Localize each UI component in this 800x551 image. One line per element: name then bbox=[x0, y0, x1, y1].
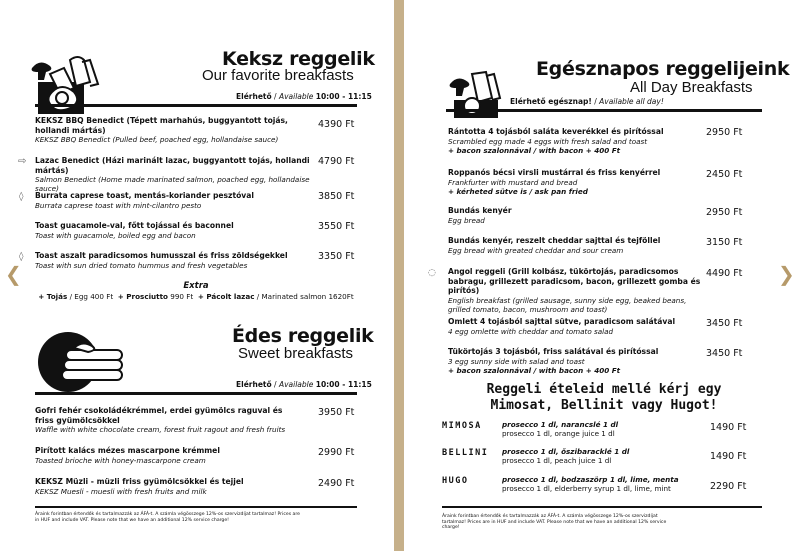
menu-item-title: Lazac Benedict (Házi marinált lazac, buggyantott tojás, hollandi mártás) bbox=[35, 156, 310, 175]
menu-item bbox=[448, 206, 710, 225]
menu-item-sub: Egg bread bbox=[448, 215, 485, 225]
menu-item-title: Toast guacamole-val, főtt tojással és baconnel bbox=[35, 221, 234, 230]
waffle-illustration-icon bbox=[30, 330, 126, 394]
availability-time: 10:00 - 11:15 bbox=[315, 380, 372, 389]
menu-item-sub: English breakfast (grilled sausage, sunny side egg, beaked beans, grilled tomato, bacon, mushroom and toast) bbox=[448, 295, 687, 314]
availability-sep: / bbox=[271, 92, 279, 101]
drink-desc-hu: prosecco 1 dl, narancslé 1 dl bbox=[502, 420, 619, 429]
promo-banner bbox=[446, 382, 762, 414]
menu-item-title: Pirított kalács mézes mascarpone krémmel bbox=[35, 446, 220, 455]
menu-item-title: KEKSZ BBQ Benedict (Tépett marhahús, buggyantott tojás, hollandi mártás) bbox=[35, 116, 288, 135]
drink-desc-hu: prosecco 1 dl, őszibaracklé 1 dl bbox=[502, 447, 630, 456]
menu-item bbox=[35, 221, 307, 240]
drink-price: 1490 Ft bbox=[710, 451, 747, 462]
book-spine bbox=[394, 0, 404, 551]
menu-item-sub: Toasted brioche with honey-mascarpone cream bbox=[35, 455, 206, 465]
page-subtitle: All Day Breakfasts bbox=[630, 79, 753, 96]
availability-sep: / bbox=[591, 97, 600, 106]
menu-item-title: Burrata caprese toast, mentás-koriander pesztóval bbox=[35, 191, 254, 200]
menu-item-sub: 3 egg sunny side with salad and toast bbox=[448, 356, 585, 366]
drink-desc-en: prosecco 1 dl, elderberry syrup 1 dl, lime, mint bbox=[502, 484, 671, 494]
menu-item bbox=[448, 267, 704, 314]
divider bbox=[442, 506, 762, 508]
drink-desc-en: prosecco 1 dl, orange juice 1 dl bbox=[502, 429, 615, 439]
menu-item-sub: Waffle with white chocolate cream, forest fruit ragout and fresh fruits bbox=[35, 425, 286, 435]
menu-item-price: 3950 Ft bbox=[318, 407, 355, 418]
menu-item-title: Roppanós bécsi virsli mustárral és friss kenyérrel bbox=[448, 168, 661, 177]
availability-label-en: Available bbox=[278, 92, 314, 101]
menu-page-right bbox=[404, 0, 800, 551]
menu-item-title: Toast aszalt paradicsomos humusszal és friss zöldségekkel bbox=[35, 251, 288, 260]
availability-time: 10:00 - 11:15 bbox=[315, 92, 372, 101]
menu-item-price: 3450 Ft bbox=[706, 348, 743, 359]
drink-item bbox=[502, 447, 702, 465]
menu-item-title: KEKSZ Müzli - müzli friss gyümölcsökkel és tejjel bbox=[35, 477, 244, 486]
extra-egg-rest: / Egg 400 Ft bbox=[67, 292, 114, 301]
menu-page-left bbox=[0, 0, 394, 551]
page-title: Keksz reggelik bbox=[222, 48, 375, 70]
extra-salmon: + Pácolt lazac bbox=[197, 292, 255, 301]
promo-line: Reggeli ételeid mellé kérj egy bbox=[486, 382, 722, 397]
menu-item-price: 3550 Ft bbox=[318, 221, 355, 232]
drink-desc-hu: prosecco 1 dl, bodzaszörp 1 dl, lime, menta bbox=[502, 475, 679, 484]
menu-item-sub: KEKSZ BBQ Benedict (Pulled beef, poached egg, hollandaise sauce) bbox=[35, 135, 279, 145]
leaf-icon: ◊ bbox=[19, 252, 24, 262]
availability-line bbox=[510, 97, 664, 106]
divider bbox=[35, 392, 357, 395]
availability-label: Elérhető bbox=[236, 380, 272, 389]
menu-item-title: Bundás kenyér bbox=[448, 206, 512, 215]
menu-item-price: 2490 Ft bbox=[318, 478, 355, 489]
menu-item-sub: Toast with sun dried tomato hummus and fresh vegetables bbox=[35, 260, 248, 270]
menu-item-price: 3450 Ft bbox=[706, 318, 743, 329]
drink-item bbox=[502, 475, 707, 493]
next-page-chevron-icon[interactable]: ❯ bbox=[778, 262, 795, 286]
footnote: Áraink forintban értendők és tartalmazzák az ÁFÁ-t. A számla végösszege 12%-os szervizdíjat tartalmaz! Prices are in HUF and include VAT. Please note that we have an additional 12% service charge! bbox=[35, 512, 300, 523]
menu-item-price: 4790 Ft bbox=[318, 156, 355, 167]
extra-salmon-rest: / Marinated salmon 1620Ft bbox=[254, 292, 354, 301]
menu-item-sub: KEKSZ Muesli - muesli with fresh fruits and milk bbox=[35, 486, 207, 496]
menu-item-title: Gofri fehér csokoládékrémmel, erdei gyümölcs raguval és friss gyümölcsökkel bbox=[35, 406, 283, 425]
extra-prosciutto-rest: 990 Ft bbox=[167, 292, 194, 301]
promo-line: Mimosat, Bellinit vagy Hugot! bbox=[490, 398, 718, 413]
menu-item-title: Rántotta 4 tojásból saláta keverékkel és pirítóssal bbox=[448, 127, 664, 136]
section-subtitle: Sweet breakfasts bbox=[238, 345, 354, 362]
divider bbox=[446, 109, 762, 112]
extra-heading: Extra bbox=[183, 281, 209, 291]
prev-page-chevron-icon[interactable]: ❮ bbox=[5, 262, 22, 286]
menu-item-price: 3850 Ft bbox=[318, 191, 355, 202]
menu-item bbox=[35, 251, 307, 270]
menu-item-extra: + kérheted sütve is / ask pan fried bbox=[448, 186, 588, 196]
menu-item-sub: Egg bread with greated cheddar and sour cream bbox=[448, 245, 624, 255]
bean-icon: ◌ bbox=[428, 268, 436, 278]
menu-item-sub: 4 egg omlette with cheddar and tomato salad bbox=[448, 326, 614, 336]
menu-item bbox=[448, 347, 710, 375]
drink-price: 1490 Ft bbox=[710, 422, 747, 433]
extra-list bbox=[35, 292, 357, 301]
page-subtitle: Our favorite breakfasts bbox=[202, 67, 354, 84]
menu-item bbox=[35, 191, 307, 210]
menu-item bbox=[35, 477, 297, 496]
drink-price: 2290 Ft bbox=[710, 481, 747, 492]
menu-item bbox=[448, 317, 710, 336]
availability-line bbox=[236, 92, 372, 101]
menu-item-price: 4390 Ft bbox=[318, 119, 355, 130]
drink-item bbox=[502, 420, 702, 438]
section-title: Édes reggelik bbox=[232, 325, 374, 347]
menu-item-price: 4490 Ft bbox=[706, 268, 743, 279]
divider bbox=[35, 104, 357, 107]
menu-item bbox=[35, 406, 297, 434]
menu-item-extra: + bacon szalonnával / with bacon + 400 Ft bbox=[448, 145, 621, 155]
drink-desc-en: prosecco 1 dl, peach juice 1 dl bbox=[502, 456, 612, 466]
availability-label: Elérhető bbox=[236, 92, 272, 101]
menu-item-price: 2950 Ft bbox=[706, 207, 743, 218]
fish-icon: ⇨ bbox=[18, 156, 27, 167]
availability-sep: / bbox=[271, 380, 279, 389]
availability-line bbox=[236, 380, 372, 389]
breakfast-illustration-icon bbox=[446, 70, 506, 120]
menu-item-sub: Frankfurter with mustard and bread bbox=[448, 177, 578, 187]
menu-item-price: 3350 Ft bbox=[318, 251, 355, 262]
menu-item-price: 2450 Ft bbox=[706, 169, 743, 180]
extra-egg: + Tojás bbox=[38, 292, 68, 301]
menu-item-sub: Toast with guacamole, boiled egg and bacon bbox=[35, 230, 196, 240]
divider bbox=[35, 506, 357, 508]
drink-name: HUGO bbox=[442, 476, 469, 486]
menu-item bbox=[448, 127, 710, 155]
menu-item-price: 2950 Ft bbox=[706, 127, 743, 138]
availability-label: Elérhető egésznap! bbox=[510, 97, 592, 106]
menu-item-extra: + bacon szalonnával / with bacon + 400 Ft bbox=[448, 365, 621, 375]
availability-label-en: Available all day! bbox=[599, 97, 664, 106]
page-title: Egésznapos reggelijeink bbox=[536, 58, 790, 80]
menu-item bbox=[35, 116, 307, 144]
menu-item bbox=[35, 156, 313, 194]
menu-item bbox=[448, 236, 710, 255]
menu-item-title: Tükörtojás 3 tojásból, friss salátával és pirítóssal bbox=[448, 347, 659, 356]
menu-item-sub: Scrambled egg made 4 eggs with fresh salad and toast bbox=[448, 136, 648, 146]
footnote: Áraink forintban értendők és tartalmazzák az ÁFÁ-t. A számla végösszege 12%-os szervizdíjat tartalmaz! Prices are in HUF and include VAT. Please note that we have an additional 12% service charge! bbox=[442, 514, 667, 531]
availability-label-en: Available bbox=[278, 380, 314, 389]
leaf-icon: ◊ bbox=[19, 192, 24, 202]
drink-name: MIMOSA bbox=[442, 421, 482, 431]
menu-item bbox=[35, 446, 297, 465]
menu-item-title: Angol reggeli (Grill kolbász, tükörtojás, paradicsomos babragu, grillezett paradicsom, bacon, grillezett gomba és pirítós) bbox=[448, 267, 701, 296]
extra-prosciutto: + Prosciutto bbox=[117, 292, 168, 301]
menu-item-price: 2990 Ft bbox=[318, 447, 355, 458]
menu-item-title: Omlett 4 tojásból sajttal sütve, paradicsom salátával bbox=[448, 317, 676, 326]
menu-item-sub: Burrata caprese toast with mint-cilantro pesto bbox=[35, 200, 202, 210]
menu-item-title: Bundás kenyér, reszelt cheddar sajttal és tejföllel bbox=[448, 236, 661, 245]
drink-name: BELLINI bbox=[442, 448, 489, 458]
menu-item bbox=[448, 168, 710, 196]
menu-item-sub: Salmon Benedict (Home made marinated salmon, poached egg, hollandaise sauce) bbox=[35, 175, 310, 194]
menu-item-price: 3150 Ft bbox=[706, 237, 743, 248]
